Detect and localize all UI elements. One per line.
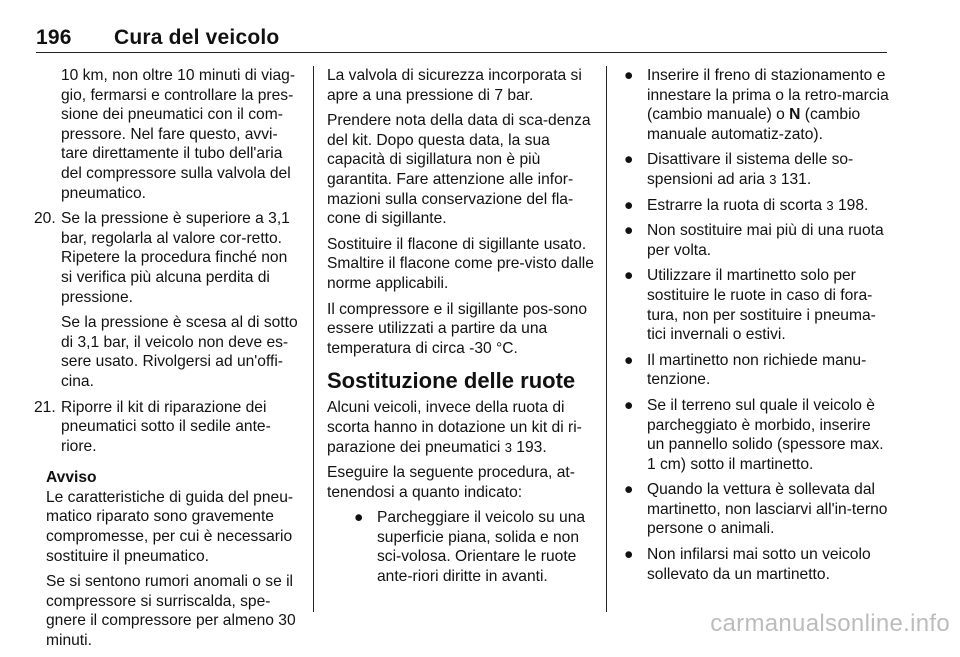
bullet-item [622,221,890,260]
bullet-text: Non infilarsi mai sotto un veicolo sollevato da un martinetto. [647,546,871,583]
bullet-icon: ● [624,196,634,214]
column-2 [327,66,595,593]
step-number: 21. [34,398,56,416]
watermark: carmanualsonline.info [710,610,950,637]
column-3 [622,66,890,590]
step-number: 20. [34,210,56,228]
bullet-icon: ● [354,509,364,527]
paragraph [327,398,595,457]
bullet-item [622,150,890,189]
page-number: 196 [36,26,72,49]
bullet-text: Quando la vettura è sollevata dal martinetto, non lasciarvi all'in-terno persone o animali. [647,481,888,538]
bullet-icon: ● [624,546,634,564]
bullet-item [622,351,890,390]
bullet-icon: ● [624,222,634,240]
page-header [36,26,886,50]
bullet-item [622,396,890,474]
section-title: Sostituzione delle ruote [327,368,576,394]
bullet-item [622,266,890,344]
bullet-item [352,508,595,586]
bullet-text: Se il terreno sul quale il veicolo è parcheggiato è morbido, inserire un pannello solido (spessore max. 1 cm) sotto il martinetto. [647,396,884,473]
bullet-item [622,480,890,539]
bullet-icon: ● [624,481,634,499]
bullet-item [622,196,890,216]
bullet-text: Parcheggiare il veicolo su una superficie piana, solida e non sci-volosa. Orientare le ruote ante-riori diritte in avanti. [377,509,586,586]
gear-position-n: N [789,106,801,124]
column-divider [606,66,607,612]
cross-reference-arrow-icon: 3 [769,171,777,187]
bullet-text: Utilizzare il martinetto solo per sostituire le ruote in caso di fora-tura, non per sostituire i pneuma-tici invernali o estivi. [647,267,876,344]
note-text: Le caratteristiche di guida del pneu-matico riparato sono gravemente compromesse, per cui è necessario sostituire il pneumatico. [46,488,294,565]
paragraph-text: Alcuni veicoli, invece della ruota di scorta hanno in dotazione un kit di ri-parazione dei pneumatici [327,399,582,456]
note-box [36,468,302,650]
bullet-text: Non sostituire mai più di una ruota per volta. [647,222,884,259]
step-text: Se la pressione è superiore a 3,1 bar, regolarla al valore cor-retto. Ripetere la procedura finché non si verifica più alcuna perdita di pressione. [61,210,290,306]
bullet-icon: ● [624,351,634,369]
bullet-icon: ● [624,151,634,169]
chapter-title: Cura del veicolo [114,26,280,49]
bullet-icon: ● [624,396,634,414]
bullet-text: Estrarre la ruota di scorta [647,196,823,214]
cross-reference-arrow-icon: 3 [826,197,834,213]
paragraph: Eseguire la seguente procedura, at-tenendosi a quanto indicato: [327,464,575,501]
bullet-item [622,66,890,144]
page-reference-link[interactable]: 193. [516,438,547,456]
column-1 [36,66,302,657]
bullet-text: Il martinetto non richiede manu-tenzione. [647,351,867,389]
page-reference-link[interactable]: 131. [780,170,812,188]
note-text: Se si sentono rumori anomali o se il compressore si surriscalda, spe-gnere il compressore per almeno 30 minuti. [46,573,296,650]
step-text: Riporre il kit di riparazione dei pneumatici sotto il sedile ante-riore. [61,398,271,455]
bullet-text: (cambio manuale automatiz-zato). [647,106,861,143]
step-20 [36,209,302,391]
bullet-icon: ● [624,67,634,84]
continued-step-text: 10 km, non oltre 10 minuti di viag-gio, fermarsi e controllare la pres-sione dei pneumatici con il com-pressore. Nel fare questo, avvi-tare direttamente il tubo dell'aria del compressore sulla valvola del pneumatico. [61,67,296,202]
paragraph: Sostituire il flacone di sigillante usato. Smaltire il flacone come pre-visto dalle norme applicabili. [327,235,594,292]
step-21 [36,398,302,457]
page-reference-link[interactable]: 198. [838,196,869,214]
note-title: Avviso [46,469,97,487]
bullet-icon: ● [624,267,634,285]
bullet-item [622,545,890,584]
paragraph: La valvola di sicurezza incorporata si apre a una pressione di 7 bar. [327,67,582,104]
header-rule [36,52,887,53]
bullet-text: Inserire il freno di stazionamento e innestare la prima o la retro-marcia (cambio manuale) o [647,67,889,124]
step-text: Se la pressione è scesa al di sotto di 3,1 bar, il veicolo non deve es-sere usato. Rivolgersi ad un'offi-cina. [61,314,298,390]
paragraph: Il compressore e il sigillante pos-sono essere utilizzati a partire da una temperatura di circa -30 °C. [327,300,588,357]
cross-reference-arrow-icon: 3 [504,439,512,455]
column-divider [313,66,314,612]
paragraph: Prendere nota della data di sca-denza del kit. Dopo questa data, la sua capacità di sigillatura non è più garantita. Fare attenzione alle infor-mazioni sulla conservazione del fla-cone di sigillante. [327,112,591,228]
bullet-text: Disattivare il sistema delle so-spensioni ad aria [647,151,854,188]
